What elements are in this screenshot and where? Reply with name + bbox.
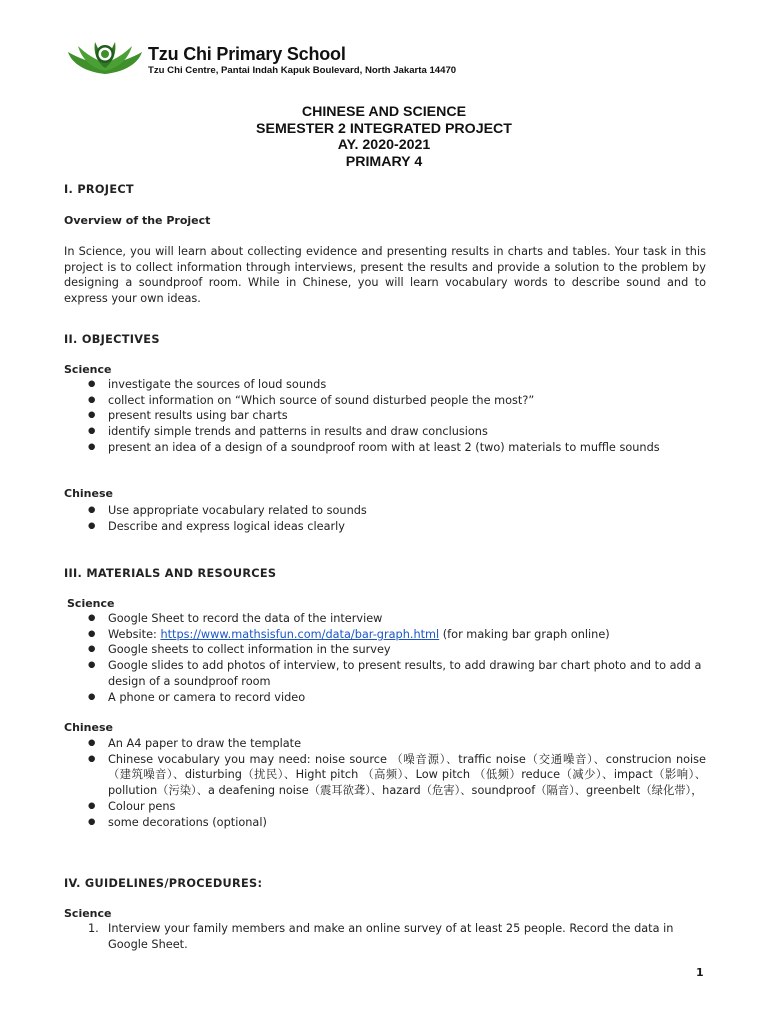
- overview-paragraph: In Science, you will learn about collecting evidence and presenting results in charts and tables. Your task in this project is to collect information through interviews, present the results and provide a solution to the problem by designing a soundproof room. While in Chinese, you will learn vocabulary words to describe sound and to express your own ideas.: [64, 245, 706, 306]
- title-line: SEMESTER 2 INTEGRATED PROJECT: [256, 120, 512, 137]
- title-line: AY. 2020-2021: [337, 137, 431, 153]
- materials-science-list: [64, 611, 706, 705]
- objectives-science-heading: Science: [64, 363, 112, 376]
- objectives-chinese-list: [64, 503, 706, 534]
- list-item: ● Google sheets to collect information in the survey: [64, 642, 706, 658]
- list-item: ● some decorations (optional): [64, 815, 706, 831]
- list-item: ● present an idea of a design of a soundproof room with at least 2 (two) materials to muffle sounds: [64, 440, 706, 456]
- list-item: ● Google Sheet to record the data of the interview: [64, 611, 706, 627]
- section-heading-project: I. PROJECT: [64, 183, 134, 196]
- list-item-suffix: (for making bar graph online): [439, 627, 610, 641]
- list-item: ● Describe and express logical ideas clearly: [64, 519, 706, 535]
- section-heading-guidelines: IV. GUIDELINES/PROCEDURES:: [64, 877, 263, 890]
- guidelines-steps: [64, 921, 706, 952]
- list-item: ● Colour pens: [64, 799, 706, 815]
- list-item: ● Use appropriate vocabulary related to sounds: [64, 503, 706, 519]
- list-item: ● Chinese vocabulary you may need: noise source （噪音源）、traffic noise（交通噪音）、construcion noise（建筑噪音）、disturbing（扰民）、Hight pitch （高频）、Low pitch （低频）reduce（减少）、impact（影响）、pollution（污染）、a deafening noise（震耳欲聋）、hazard（危害）、soundproof（隔音）、greenbelt（绿化带），: [64, 752, 706, 799]
- section-heading-materials: III. MATERIALS AND RESOURCES: [64, 567, 277, 580]
- school-name: Tzu Chi Primary School: [148, 44, 346, 64]
- guidelines-science-heading: Science: [64, 907, 112, 920]
- list-item-prefix: Website:: [108, 627, 161, 641]
- school-address: Tzu Chi Centre, Pantai Indah Kapuk Boulevard, North Jakarta 14470: [148, 65, 457, 76]
- materials-science-heading: Science: [67, 597, 115, 610]
- document-title: [0, 104, 768, 170]
- objectives-science-list: [64, 377, 706, 456]
- list-item: ● Google slides to add photos of interview, to present results, to add drawing bar chart photo and to add a design of a soundproof room: [64, 658, 706, 689]
- list-item: ● present results using bar charts: [64, 408, 706, 424]
- bar-graph-link[interactable]: https://www.mathsisfun.com/data/bar-graph.html: [160, 627, 440, 641]
- materials-chinese-list: [64, 736, 706, 830]
- list-item: ● An A4 paper to draw the template: [64, 736, 706, 752]
- step-text: Interview your family members and make an online survey of at least 25 people. Record the data in Google Sheet.: [108, 922, 674, 951]
- list-item: ● identify simple trends and patterns in results and draw conclusions: [64, 424, 706, 440]
- school-logo: [66, 38, 144, 78]
- title-line: PRIMARY 4: [345, 153, 423, 170]
- step-number: 1.: [88, 922, 99, 935]
- title-line: CHINESE AND SCIENCE: [301, 104, 467, 120]
- overview-heading: Overview of the Project: [64, 214, 211, 227]
- list-item: [64, 627, 706, 643]
- list-item: ● A phone or camera to record video: [64, 690, 706, 706]
- list-item: ● collect information on “Which source of sound disturbed people the most?”: [64, 393, 706, 409]
- page-number: 1: [696, 966, 704, 979]
- list-item: ● investigate the sources of loud sounds: [64, 377, 706, 393]
- materials-chinese-heading: Chinese: [64, 721, 113, 734]
- list-item: [64, 921, 706, 952]
- section-heading-objectives: II. OBJECTIVES: [64, 333, 160, 346]
- objectives-chinese-heading: Chinese: [64, 487, 113, 500]
